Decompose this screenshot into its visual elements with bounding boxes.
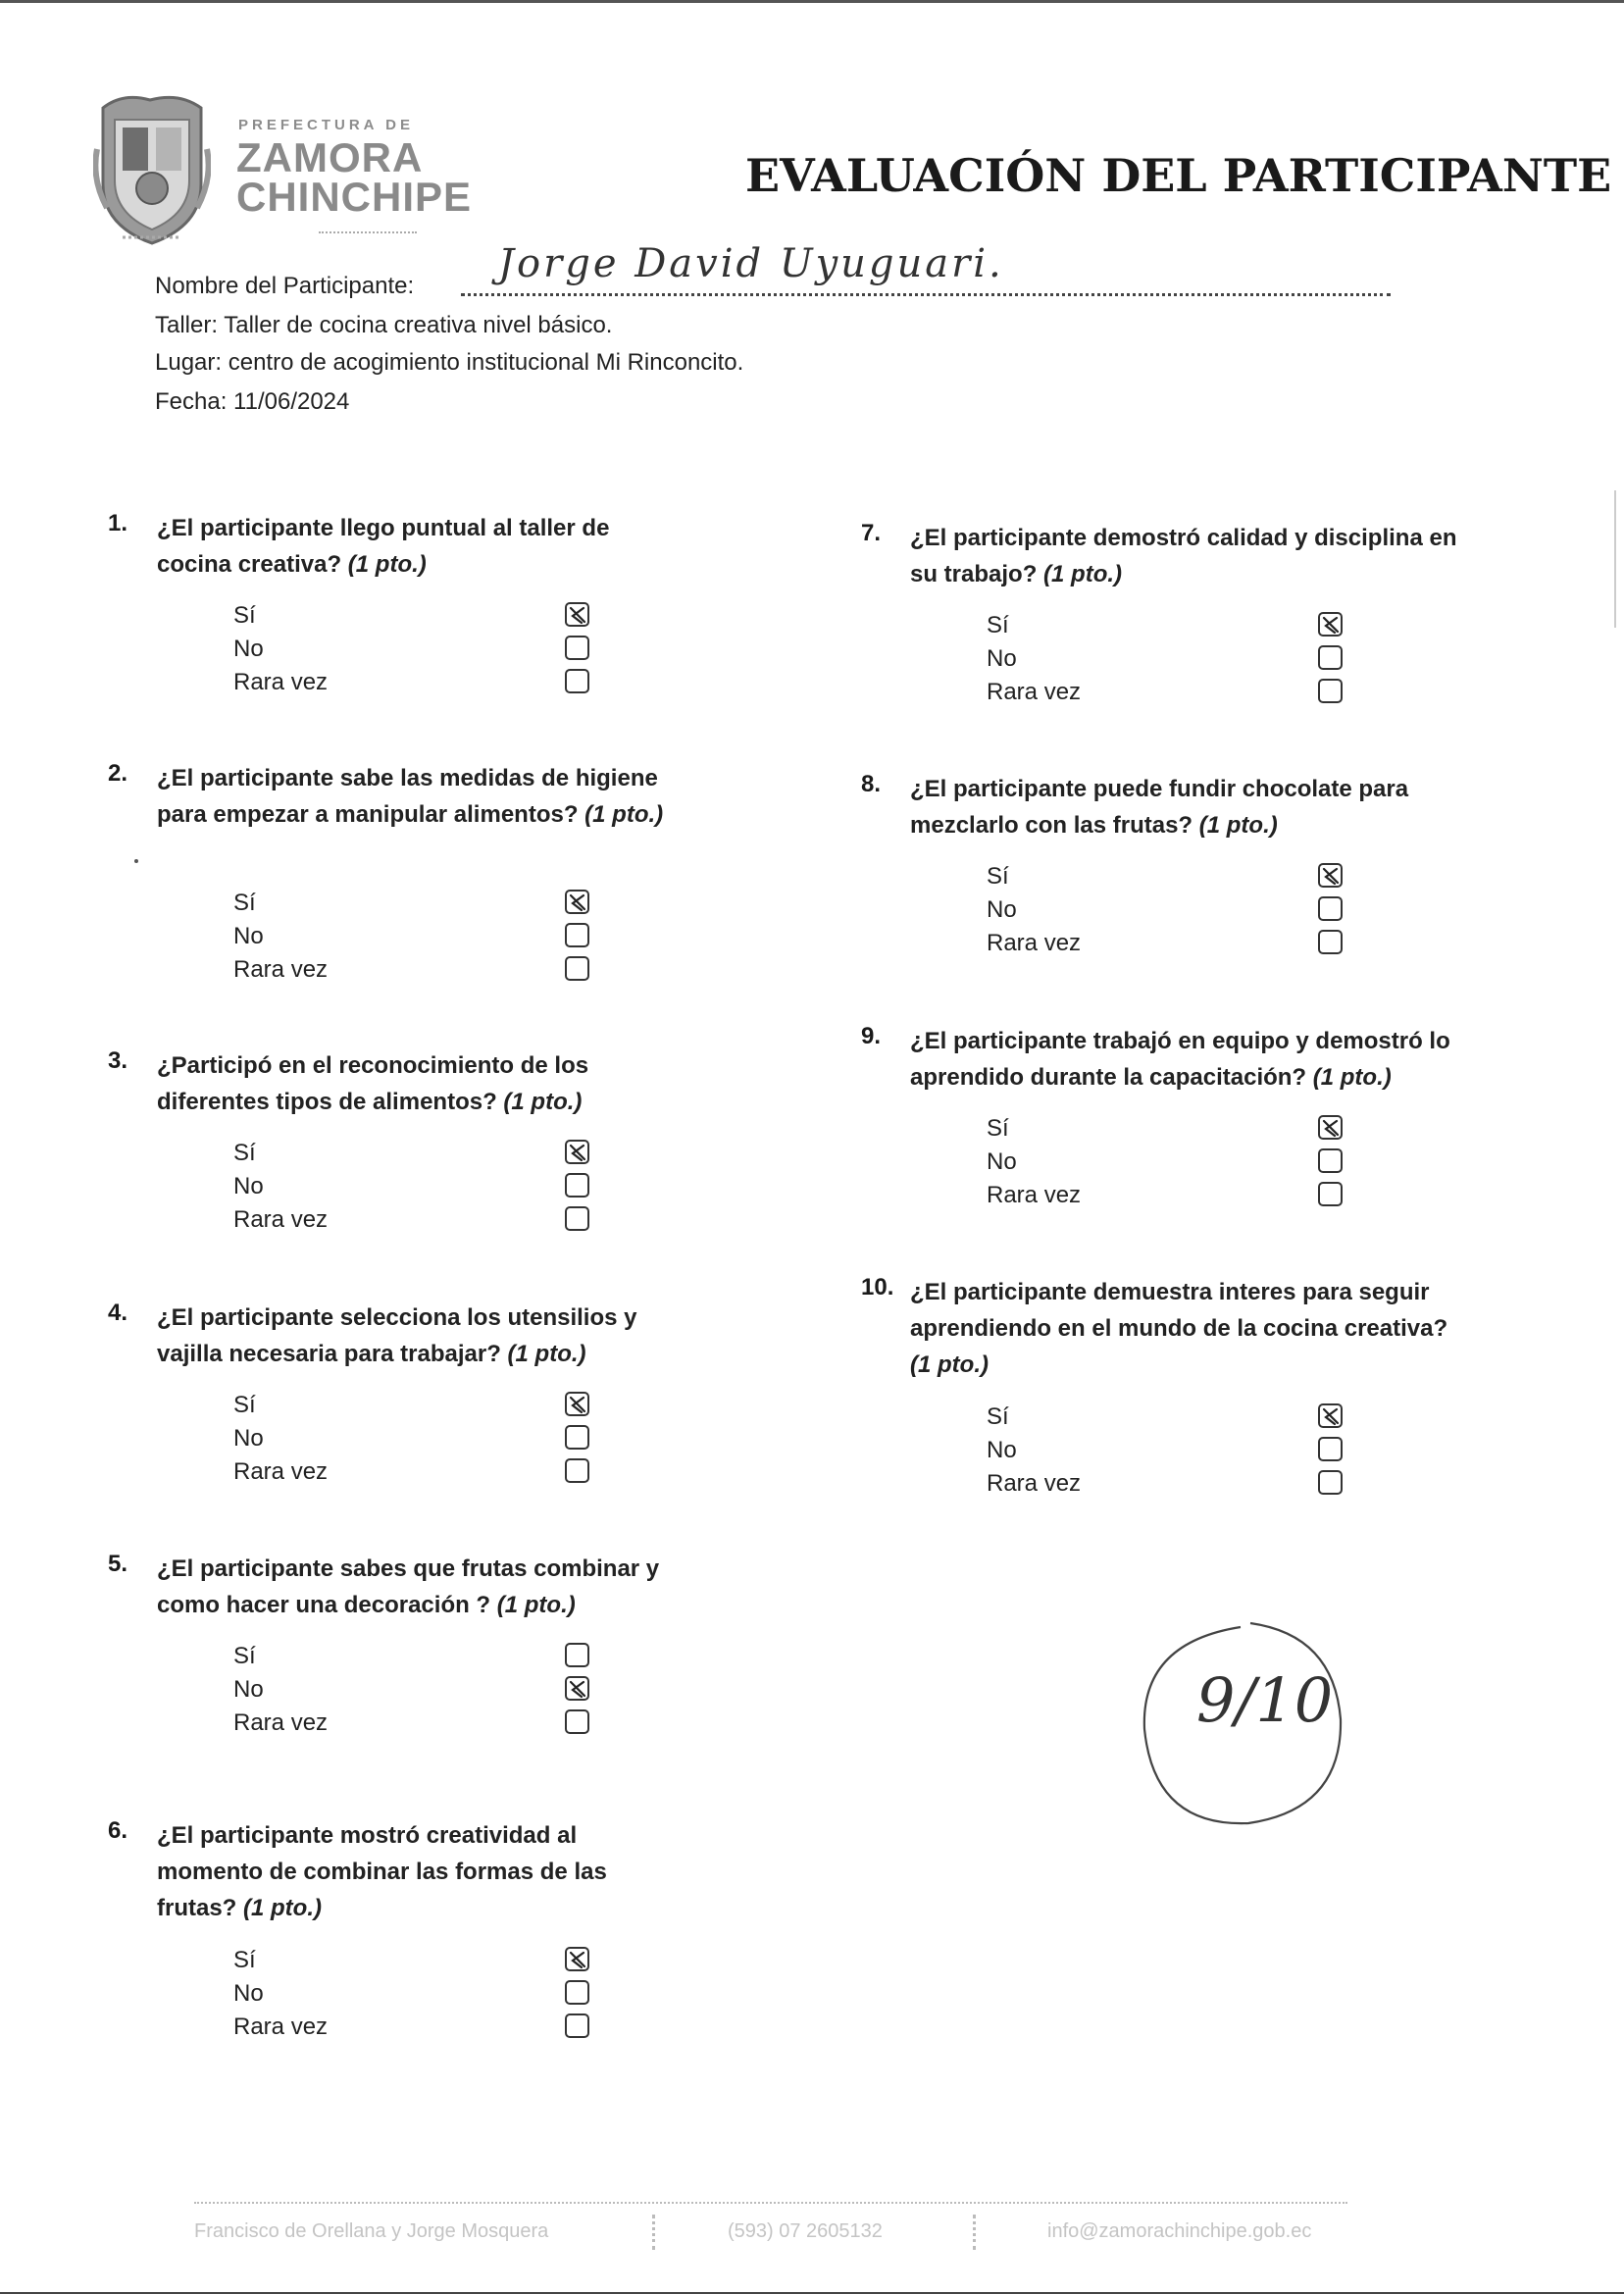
question-line-text: ¿El participante puede fundir chocolate para xyxy=(910,776,1409,802)
answer-checkbox[interactable] xyxy=(1318,679,1343,703)
answer-checkbox[interactable] xyxy=(565,1392,589,1416)
answer-checkbox[interactable] xyxy=(565,956,589,981)
question-line-text: ¿El participante selecciona los utensilios y xyxy=(157,1304,637,1331)
question-line-text: ¿El participante trabajó en equipo y demostró lo xyxy=(910,1028,1450,1054)
question-points: (1 pto.) xyxy=(1198,812,1278,839)
question-text xyxy=(157,510,609,583)
question-text xyxy=(910,771,1408,843)
participant-name-label: Nombre del Participante: xyxy=(155,273,415,299)
answer-option-label: Sí xyxy=(987,1115,1009,1142)
answer-checkbox[interactable] xyxy=(1318,1437,1343,1461)
handwritten-check-mark-icon xyxy=(567,1949,588,1970)
footer-divider xyxy=(194,2202,1347,2204)
answer-checkbox[interactable] xyxy=(565,1140,589,1164)
question-text xyxy=(157,1047,588,1120)
answer-option-label: Rara vez xyxy=(987,1182,1082,1208)
question-text xyxy=(157,1300,637,1372)
answer-checkbox[interactable] xyxy=(565,2014,589,2038)
answer-option-label: Sí xyxy=(987,612,1009,638)
answer-checkbox[interactable] xyxy=(565,1980,589,2005)
question-line-text: cocina creativa? xyxy=(157,551,342,578)
answer-option-label: Sí xyxy=(987,863,1009,890)
answer-checkbox[interactable] xyxy=(565,1206,589,1231)
answer-option-label: Sí xyxy=(233,602,256,629)
answer-checkbox[interactable] xyxy=(1318,645,1343,670)
date-line: Fecha: 11/06/2024 xyxy=(155,388,350,415)
answer-checkbox[interactable] xyxy=(565,1458,589,1483)
answer-option-label: Sí xyxy=(233,1392,256,1418)
answer-checkbox[interactable] xyxy=(1318,1403,1343,1428)
answer-option-label: Rara vez xyxy=(233,1458,329,1485)
score-circle xyxy=(1133,1613,1353,1834)
answer-checkbox[interactable] xyxy=(565,602,589,627)
question-text xyxy=(157,760,663,833)
answer-checkbox[interactable] xyxy=(1318,612,1343,637)
logo-line-1: ZAMORA xyxy=(236,134,424,180)
question-text xyxy=(157,1817,607,1926)
question-points: (1 pto.) xyxy=(507,1341,586,1367)
answer-checkbox[interactable] xyxy=(565,923,589,947)
question-text-line xyxy=(157,1336,637,1372)
question-line-text: ¿El participante demostró calidad y disciplina en xyxy=(910,525,1457,551)
question-points: (1 pto.) xyxy=(503,1089,583,1115)
answer-option-label: Sí xyxy=(233,1643,256,1669)
question-line-text: momento de combinar las formas de las xyxy=(157,1859,607,1885)
answer-option-label: No xyxy=(233,1173,264,1199)
question-line-text: como hacer una decoración ? xyxy=(157,1592,491,1618)
handwritten-check-mark-icon xyxy=(1320,1405,1342,1427)
answer-option-label: Rara vez xyxy=(987,1470,1082,1497)
question-line-text: aprendiendo en el mundo de la cocina creativa? xyxy=(910,1315,1448,1342)
handwritten-check-mark-icon xyxy=(567,1678,588,1700)
scan-edge-right xyxy=(1614,490,1616,628)
answer-option-label: No xyxy=(233,1980,264,2007)
place-line: Lugar: centro de acogimiento institucional Mi Rinconcito. xyxy=(155,349,744,376)
question-text-line xyxy=(910,807,1408,843)
scan-speck xyxy=(134,859,138,863)
question-text-line xyxy=(157,1551,659,1587)
answer-checkbox[interactable] xyxy=(565,1947,589,1971)
answer-checkbox[interactable] xyxy=(1318,930,1343,954)
question-points: (1 pto.) xyxy=(496,1592,576,1618)
question-text xyxy=(910,1023,1450,1096)
participant-name-handwritten: Jorge David Uyuguari. xyxy=(498,241,1004,286)
question-number: 5. xyxy=(108,1551,128,1577)
answer-option-label: Rara vez xyxy=(987,679,1082,705)
question-line-text: su trabajo? xyxy=(910,561,1038,587)
question-text-line xyxy=(910,556,1456,592)
question-line-text: mezclarlo con las frutas? xyxy=(910,812,1193,839)
logo-subtitle: PREFECTURA DE xyxy=(238,117,414,133)
question-text-line xyxy=(157,546,609,583)
answer-checkbox[interactable] xyxy=(1318,1148,1343,1173)
question-number: 3. xyxy=(108,1047,128,1074)
answer-checkbox[interactable] xyxy=(565,1173,589,1198)
answer-checkbox[interactable] xyxy=(1318,896,1343,921)
answer-checkbox[interactable] xyxy=(1318,1182,1343,1206)
handwritten-check-mark-icon xyxy=(567,1142,588,1163)
answer-option-label: Sí xyxy=(233,1140,256,1166)
answer-option-label: No xyxy=(987,1437,1017,1463)
question-text-line xyxy=(157,796,663,833)
answer-option-label: Rara vez xyxy=(233,1206,329,1233)
question-text-line xyxy=(910,1310,1447,1347)
question-text-line xyxy=(910,1347,1447,1383)
question-line-text: para empezar a manipular alimentos? xyxy=(157,801,579,828)
question-text-line xyxy=(910,1274,1447,1310)
answer-option-label: Rara vez xyxy=(233,1709,329,1736)
question-line-text: ¿El participante sabe las medidas de higiene xyxy=(157,765,658,791)
question-text-line xyxy=(157,1890,607,1926)
question-text-line xyxy=(157,1084,588,1120)
logo-line-2: CHINCHIPE xyxy=(236,174,473,220)
question-number: 8. xyxy=(861,771,882,797)
answer-option-label: No xyxy=(233,923,264,949)
question-number: 7. xyxy=(861,520,882,546)
question-text-line xyxy=(157,510,609,546)
question-text-line xyxy=(910,771,1408,807)
answer-checkbox[interactable] xyxy=(565,1425,589,1450)
handwritten-check-mark-icon xyxy=(1320,614,1342,636)
footer-separator xyxy=(973,2215,978,2250)
question-line-text: diferentes tipos de alimentos? xyxy=(157,1089,497,1115)
question-points: (1 pto.) xyxy=(1312,1064,1392,1091)
answer-option-label: Sí xyxy=(987,1403,1009,1430)
question-points: (1 pto.) xyxy=(1043,561,1123,587)
answer-option-label: Sí xyxy=(233,890,256,916)
answer-option-label: Rara vez xyxy=(987,930,1082,956)
question-line-text: ¿Participó en el reconocimiento de los xyxy=(157,1052,589,1079)
question-text-line xyxy=(157,1817,607,1854)
footer-separator xyxy=(652,2215,657,2250)
answer-checkbox[interactable] xyxy=(1318,1470,1343,1495)
question-line-text: ¿El participante sabes que frutas combinar y xyxy=(157,1555,660,1582)
question-text-line xyxy=(157,1300,637,1336)
answer-option-label: Rara vez xyxy=(233,669,329,695)
answer-option-label: No xyxy=(987,1148,1017,1175)
handwritten-check-mark-icon xyxy=(1320,1117,1342,1139)
answer-option-label: Rara vez xyxy=(233,956,329,983)
question-text-line xyxy=(157,1047,588,1084)
question-number: 6. xyxy=(108,1817,128,1844)
question-points: (1 pto.) xyxy=(910,1351,989,1378)
name-dotted-line xyxy=(461,293,1391,296)
prefecture-logo xyxy=(93,90,505,247)
answer-option-label: No xyxy=(233,636,264,662)
question-text-line xyxy=(157,1587,659,1623)
question-line-text: ¿El participante demuestra interes para seguir xyxy=(910,1279,1430,1305)
question-points: (1 pto.) xyxy=(243,1895,322,1921)
answer-checkbox[interactable] xyxy=(565,890,589,914)
handwritten-check-mark-icon xyxy=(1320,865,1342,887)
answer-option-label: No xyxy=(987,645,1017,672)
answer-checkbox[interactable] xyxy=(565,1709,589,1734)
answer-checkbox[interactable] xyxy=(565,669,589,693)
question-line-text: ¿El participante llego puntual al taller de xyxy=(157,515,610,541)
question-number: 9. xyxy=(861,1023,882,1049)
handwritten-check-mark-icon xyxy=(567,1394,588,1415)
answer-checkbox[interactable] xyxy=(565,1676,589,1701)
question-number: 1. xyxy=(108,510,128,536)
handwritten-check-mark-icon xyxy=(567,892,588,913)
question-text-line xyxy=(910,520,1456,556)
answer-checkbox[interactable] xyxy=(1318,863,1343,888)
question-line-text: vajilla necesaria para trabajar? xyxy=(157,1341,501,1367)
footer-email: info@zamorachinchipe.gob.ec xyxy=(1047,2220,1312,2242)
question-text-line xyxy=(910,1059,1450,1096)
question-text-line xyxy=(157,1854,607,1890)
question-points: (1 pto.) xyxy=(584,801,664,828)
handwritten-check-mark-icon xyxy=(567,604,588,626)
question-number: 2. xyxy=(108,760,128,787)
footer-phone: (593) 07 2605132 xyxy=(728,2220,883,2242)
question-number: 4. xyxy=(108,1300,128,1326)
answer-option-label: No xyxy=(987,896,1017,923)
answer-option-label: No xyxy=(233,1676,264,1703)
answer-option-label: Rara vez xyxy=(233,2014,329,2040)
score-value: 9/10 xyxy=(1196,1664,1334,1736)
answer-checkbox[interactable] xyxy=(1318,1115,1343,1140)
coat-of-arms-icon xyxy=(93,90,211,247)
question-text xyxy=(910,1274,1447,1383)
question-text xyxy=(910,520,1456,592)
question-text-line xyxy=(910,1023,1450,1059)
question-text xyxy=(157,1551,659,1623)
question-line-text: ¿El participante mostró creatividad al xyxy=(157,1822,578,1849)
answer-option-label: No xyxy=(233,1425,264,1452)
question-line-text: aprendido durante la capacitación? xyxy=(910,1064,1307,1091)
workshop-line: Taller: Taller de cocina creativa nivel básico. xyxy=(155,312,613,338)
logo-divider xyxy=(319,231,417,236)
page-title: EVALUACIÓN DEL PARTICIPANTE xyxy=(745,149,1612,202)
scan-edge-top xyxy=(0,0,1624,3)
question-points: (1 pto.) xyxy=(347,551,427,578)
answer-option-label: Sí xyxy=(233,1947,256,1973)
question-number: 10. xyxy=(861,1274,894,1300)
question-line-text: frutas? xyxy=(157,1895,237,1921)
answer-checkbox[interactable] xyxy=(565,636,589,660)
question-text-line xyxy=(157,760,663,796)
footer-address: Francisco de Orellana y Jorge Mosquera xyxy=(194,2220,549,2242)
answer-checkbox[interactable] xyxy=(565,1643,589,1667)
